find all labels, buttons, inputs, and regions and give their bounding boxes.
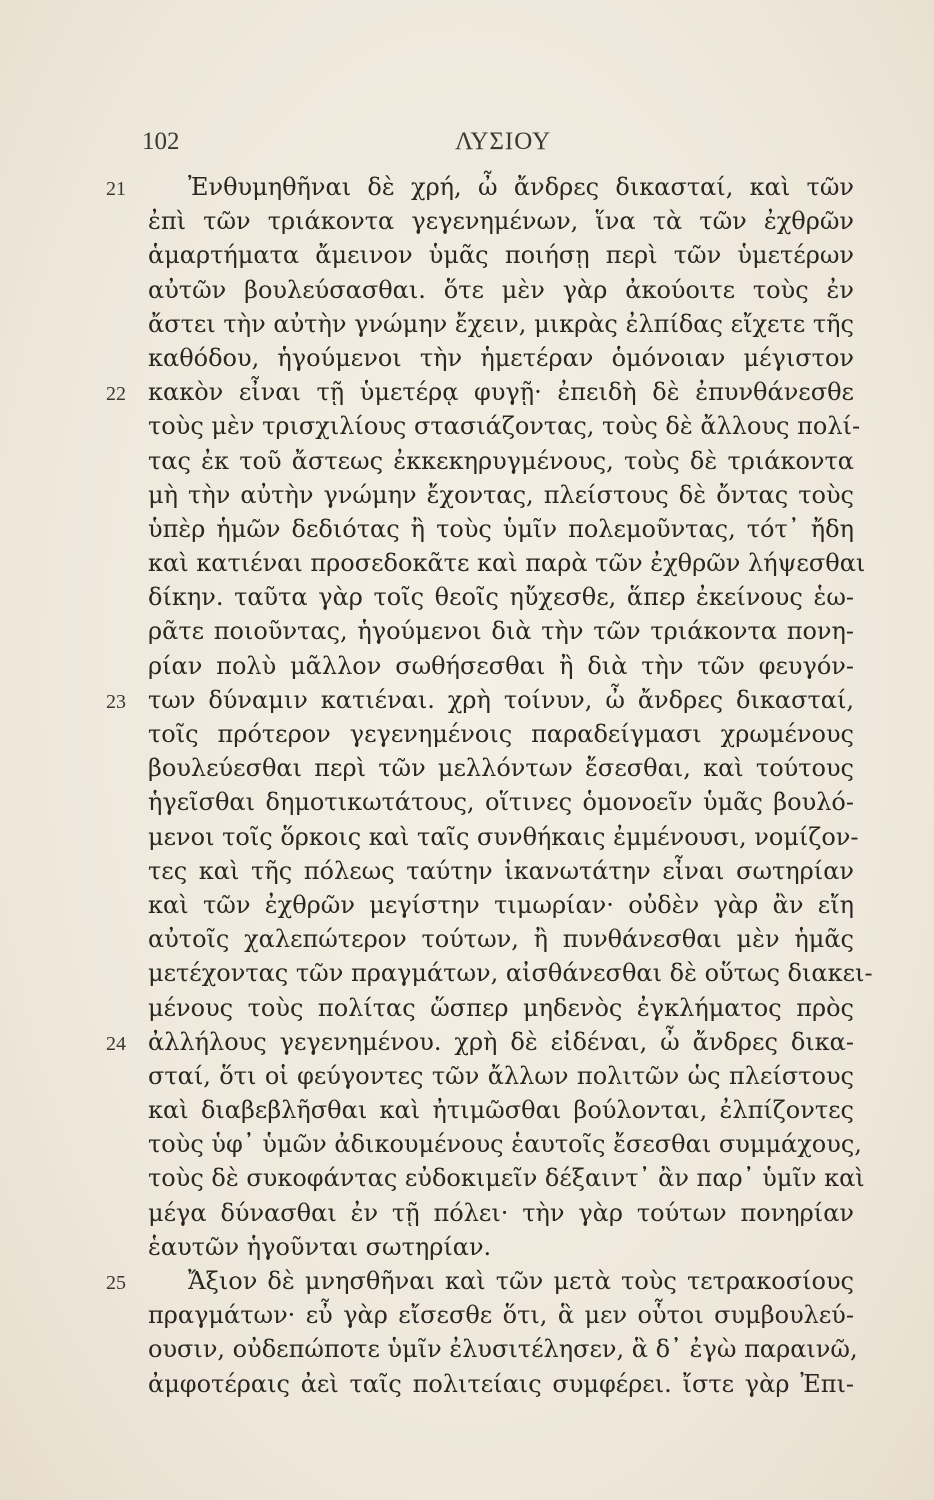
text-line	[0, 1127, 934, 1161]
line-text: ἀλλήλους γεγενημένου. χρὴ δὲ εἰδέναι, ὦ ἄνδρες δικα-	[148, 1027, 854, 1056]
text-line	[0, 785, 934, 819]
line-text: τοῖς πρότερον γεγενημένοις παραδείγμασι χρωμένους	[148, 720, 854, 748]
line-text: Ἐνθυμηθῆναι δὲ χρή, ὦ ἄνδρες δικασταί, καὶ τῶν	[188, 173, 854, 201]
line-text: τες καὶ τῆς πόλεως ταύτην ἱκανωτάτην εἶναι σωτηρίαν	[148, 856, 854, 885]
text-line	[0, 170, 934, 204]
line-text: τοὺς μὲν τρισχιλίους στασιάζοντας, τοὺς δὲ ἄλλους πολί-	[148, 412, 861, 441]
page-header	[0, 128, 934, 168]
line-text: ἡγεῖσθαι δημοτικωτάτους, οἵτινες ὁμονοεῖν ὑμᾶς βουλό-	[148, 788, 854, 817]
text-line	[0, 546, 934, 580]
text-line	[0, 1093, 934, 1127]
line-text: μέγα δύνασθαι ἐν τῇ πόλει· τὴν γὰρ τούτων πονηρίαν	[148, 1198, 854, 1227]
text-line	[0, 1196, 934, 1230]
text-line	[0, 1230, 934, 1264]
page-number: 102	[142, 128, 180, 155]
text-line	[0, 1059, 934, 1093]
line-text: ἄστει τὴν αὐτὴν γνώμην ἔχειν, μικρὰς ἐλπίδας εἴχετε τῆς	[148, 309, 854, 338]
text-line	[0, 238, 934, 272]
text-line	[0, 341, 934, 375]
line-text: καὶ κατιέναι προσεδοκᾶτε καὶ παρὰ τῶν ἐχθρῶν λήψεσθαι	[148, 549, 866, 578]
text-line	[0, 751, 934, 785]
line-text: ἐπὶ τῶν τριάκοντα γεγενημένων, ἵνα τὰ τῶν ἐχθρῶν	[148, 207, 854, 236]
section-number: 23	[106, 690, 126, 713]
line-text: μένους τοὺς πολίτας ὥσπερ μηδενὸς ἐγκλήματος πρὸς	[148, 993, 854, 1022]
line-text: καθόδου, ἡγούμενοι τὴν ἡμετέραν ὁμόνοιαν μέγιστον	[148, 343, 854, 372]
line-text: τας ἐκ τοῦ ἄστεως ἐκκεκηρυγμένους, τοὺς δὲ τριάκοντα	[148, 446, 854, 475]
line-text: ὑπὲρ ἡμῶν δεδιότας ἢ τοὺς ὑμῖν πολεμοῦντας, τότ᾽ ἤδη	[148, 514, 854, 543]
text-line	[0, 854, 934, 888]
text-line	[0, 614, 934, 648]
text-line	[0, 580, 934, 614]
section-number: 22	[106, 383, 126, 406]
line-text: ουσιν, οὐδεπώποτε ὑμῖν ἐλυσιτέλησεν, ἃ δ᾽ ἐγὼ παραινῶ,	[148, 1335, 858, 1364]
text-line	[0, 1264, 934, 1298]
line-text: καὶ διαβεβλῆσθαι καὶ ἠτιμῶσθαι βούλονται, ἐλπίζοντες	[148, 1096, 854, 1125]
text-line	[0, 683, 934, 717]
section-number: 24	[106, 1032, 126, 1055]
text-line	[0, 888, 934, 922]
line-text: των δύναμιν κατιέναι. χρὴ τοίνυν, ὦ ἄνδρες δικασταί,	[148, 685, 854, 714]
line-text: πραγμάτων· εὖ γὰρ εἴσεσθε ὅτι, ἃ μεν οὗτοι συμβουλεύ-	[148, 1301, 854, 1330]
line-text: αὐτῶν βουλεύσασθαι. ὅτε μὲν γὰρ ἀκούοιτε τοὺς ἐν	[148, 275, 854, 304]
line-text: τοὺς δὲ συκοφάντας εὐδοκιμεῖν δέξαιντ᾽ ἂν παρ᾽ ὑμῖν καὶ	[148, 1164, 865, 1193]
text-line	[0, 375, 934, 409]
text-line	[0, 649, 934, 683]
line-text: ἑαυτῶν ἡγοῦνται σωτηρίαν.	[148, 1232, 492, 1261]
text-line	[0, 273, 934, 307]
section-number: 25	[106, 1272, 126, 1294]
line-text: καὶ τῶν ἐχθρῶν μεγίστην τιμωρίαν· οὐδὲν γὰρ ἂν εἴη	[148, 890, 854, 919]
text-line	[0, 1298, 934, 1332]
line-text: σταί, ὅτι οἱ φεύγοντες τῶν ἄλλων πολιτῶν ὡς πλείστους	[148, 1061, 854, 1090]
line-text: δίκην. ταῦτα γὰρ τοῖς θεοῖς ηὔχεσθε, ἅπερ ἐκείνους ἑω-	[148, 583, 854, 612]
line-text: ἁμαρτήματα ἄμεινον ὑμᾶς ποιήσῃ περὶ τῶν ὑμετέρων	[148, 241, 854, 270]
text-line	[0, 512, 934, 546]
line-text: τοὺς ὑφ᾽ ὑμῶν ἀδικουμένους ἑαυτοῖς ἔσεσθαι συμμάχους,	[148, 1130, 862, 1159]
text-line	[0, 444, 934, 478]
text-line	[0, 1025, 934, 1059]
text-line	[0, 307, 934, 341]
text-line	[0, 991, 934, 1025]
line-text: βουλεύεσθαι περὶ τῶν μελλόντων ἔσεσθαι, καὶ τούτους	[148, 754, 854, 783]
section-number: 21	[106, 178, 126, 200]
text-line	[0, 478, 934, 512]
line-text: μενοι τοῖς ὅρκοις καὶ ταῖς συνθήκαις ἐμμένουσι, νομίζον-	[148, 822, 859, 851]
text-line	[0, 1161, 934, 1195]
line-text: μετέχοντας τῶν πραγμάτων, αἰσθάνεσθαι δὲ οὕτως διακει-	[148, 959, 873, 988]
text-line	[0, 717, 934, 751]
text-line	[0, 1332, 934, 1366]
text-line	[0, 820, 934, 854]
running-head: ΛΥΣΙΟΥ	[455, 128, 552, 155]
line-text: ρᾶτε ποιοῦντας, ἡγούμενοι διὰ τὴν τῶν τριάκοντα πονη-	[148, 617, 854, 646]
text-body	[0, 170, 934, 1401]
text-line	[0, 409, 934, 443]
line-text: μὴ τὴν αὐτὴν γνώμην ἔχοντας, πλείστους δὲ ὄντας τοὺς	[148, 480, 854, 509]
line-text: Ἄξιον δὲ μνησθῆναι καὶ τῶν μετὰ τοὺς τετρακοσίους	[188, 1267, 854, 1295]
line-text: ρίαν πολὺ μᾶλλον σωθήσεσθαι ἢ διὰ τὴν τῶν φευγόν-	[148, 651, 854, 680]
text-line	[0, 1367, 934, 1401]
line-text: αὐτοῖς χαλεπώτερον τούτων, ἢ πυνθάνεσθαι μὲν ἡμᾶς	[148, 925, 854, 954]
line-text: ἀμφοτέραις ἀεὶ ταῖς πολιτείαις συμφέρει. ἴστε γὰρ Ἐπι-	[148, 1369, 854, 1398]
text-line	[0, 956, 934, 990]
line-text: κακὸν εἶναι τῇ ὑμετέρᾳ φυγῇ· ἐπειδὴ δὲ ἐπυνθάνεσθε	[148, 378, 854, 407]
text-line	[0, 922, 934, 956]
text-line	[0, 204, 934, 238]
